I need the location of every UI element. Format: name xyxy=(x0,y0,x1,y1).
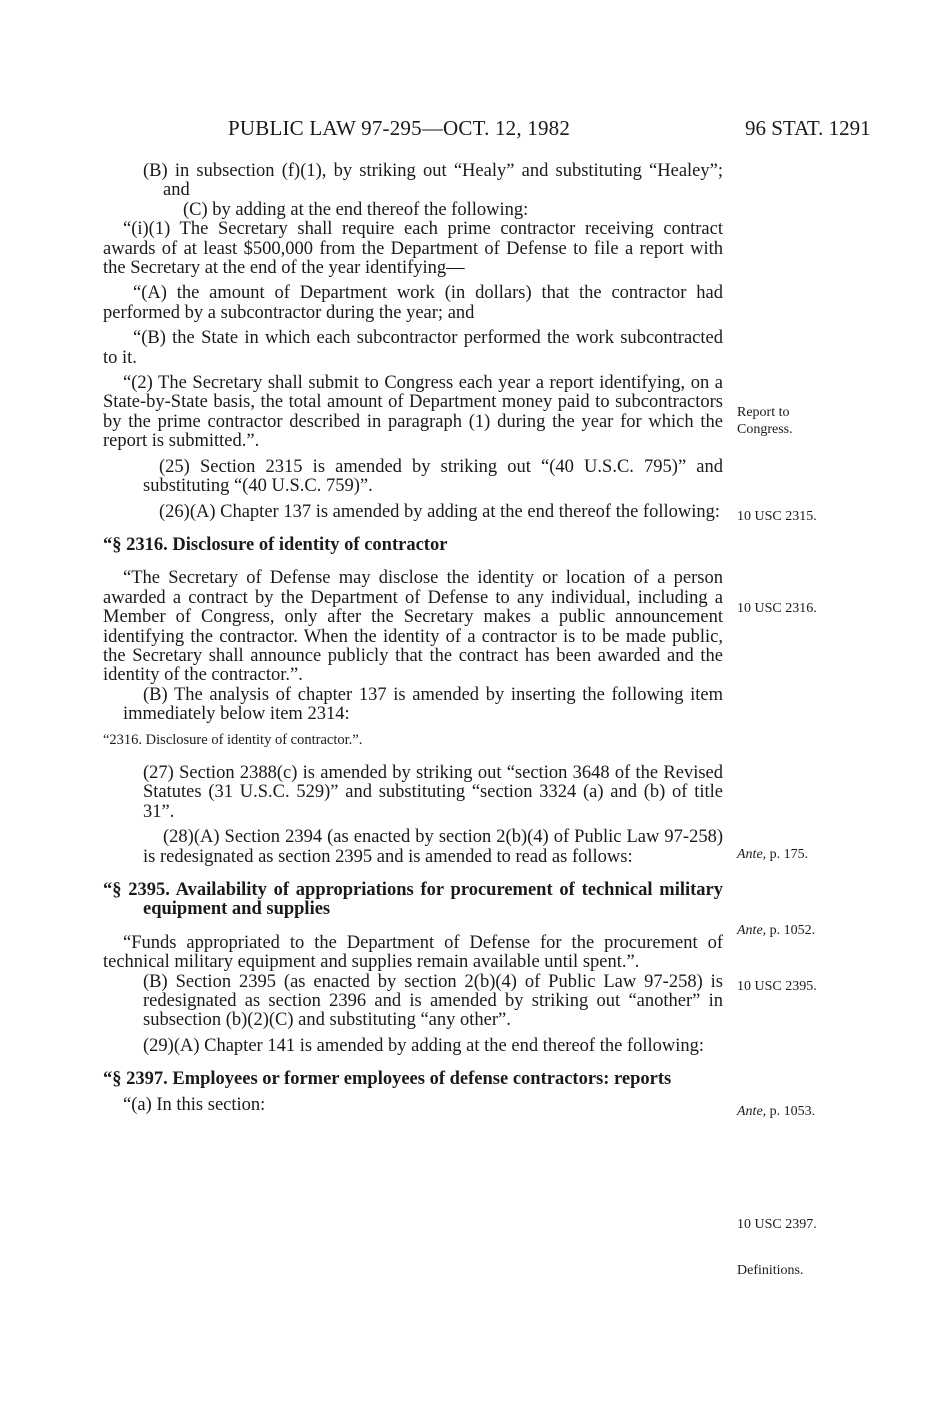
para-27: (27) Section 2388(c) is amended by striking out “section 3648 of the Revised Statutes (31 U.S.C. 529)” and substituting “section 3324 (a) and (b) of title 31”. xyxy=(143,762,723,822)
para-c1: (C) by adding at the end thereof the following: xyxy=(183,199,529,220)
page-header-stat: 96 STAT. 1291 xyxy=(745,116,871,140)
margin-note-ante-175 xyxy=(737,846,808,863)
section-2395-text: “Funds appropriated to the Department of Defense for the procurement of technical military equipment and supplies remain available until spent.”. xyxy=(103,932,723,973)
para-b1: (B) in subsection (f)(1), by striking out “Healy” and substituting “Healey”; and xyxy=(143,161,723,201)
ante-page: p. 1053. xyxy=(769,1104,816,1119)
para-i1: “(i)(1) The Secretary shall require each prime contractor receiving contract awards of at least $500,000 from the Department of Defense to file a report with the Secretary at the end of the year identifying— xyxy=(103,219,723,279)
margin-note-usc-2315: 10 USC 2315. xyxy=(737,509,817,524)
margin-note-usc-2316: 10 USC 2316. xyxy=(737,601,817,616)
margin-note-ante-1053 xyxy=(737,1103,815,1120)
margin-note-report: Report to Congress. xyxy=(737,405,793,437)
para-29: (29)(A) Chapter 141 is amended by adding at the end thereof the following: xyxy=(143,1035,705,1056)
para-iA: “(A) the amount of Department work (in dollars) that the contractor had performed by a subcontractor during the year; and xyxy=(103,283,723,323)
ante-page: p. 175. xyxy=(769,847,809,862)
para-28b: (B) Section 2395 (as enacted by section 2(b)(4) of Public Law 97-258) is redesignated as section 2396 and is amended by striking out “another” in subsection (b)(2)(C) and substituting “any other”. xyxy=(143,971,723,1031)
para-25: (25) Section 2315 is amended by striking out “(40 U.S.C. 795)” and substituting “(40 U.S.C. 759)”. xyxy=(143,456,723,497)
ante-label: Ante, xyxy=(737,923,767,938)
section-2397-a: “(a) In this section: xyxy=(123,1094,266,1115)
margin-note-ante-1052 xyxy=(737,922,815,939)
para-26b: (B) The analysis of chapter 137 is amended by inserting the following item immediately below item 2314: xyxy=(123,684,723,725)
section-2397-heading: “§ 2397. Employees or former employees of defense contractors: reports xyxy=(103,1069,672,1090)
para-iB: “(B) the State in which each subcontractor performed the work subcontracted to it. xyxy=(103,328,723,368)
ante-label: Ante, xyxy=(737,1104,767,1119)
margin-note-usc-2397: 10 USC 2397. xyxy=(737,1217,817,1232)
ante-label: Ante, xyxy=(737,847,767,862)
margin-note-usc-2395: 10 USC 2395. xyxy=(737,979,817,994)
section-2395-heading: “§ 2395. Availability of appropriations for procurement of technical military equipment and supplies xyxy=(103,880,723,920)
section-2316-text: “The Secretary of Defense may disclose the identity or location of a person awarded a contract by the Department of Defense to any individual, including a Member of Congress, only after the Secretary makes a public announcement identifying the contractor. When the identity of a contractor is to be made public, the Secretary shall announce publicly that the contract has been awarded and the identity of the contractor.”. xyxy=(103,568,723,686)
para-28: (28)(A) Section 2394 (as enacted by section 2(b)(4) of Public Law 97-258) is redesignated as section 2395 and is amended to read as follows: xyxy=(143,827,723,867)
section-2316-heading: “§ 2316. Disclosure of identity of contractor xyxy=(103,534,448,555)
para-i2: “(2) The Secretary shall submit to Congress each year a report identifying, on a State-by-State basis, the total amount of Department money paid to subcontractors by the prime contractor described in paragraph (1) during the year for which the report is submitted.”. xyxy=(103,373,723,452)
page-header-title: PUBLIC LAW 97-295—OCT. 12, 1982 xyxy=(228,116,571,140)
para-26: (26)(A) Chapter 137 is amended by adding at the end thereof the following: xyxy=(159,501,721,522)
statute-body xyxy=(103,162,723,1115)
item-2316: “2316. Disclosure of identity of contractor.”. xyxy=(103,731,363,748)
ante-page: p. 1052. xyxy=(769,923,816,938)
margin-note-definitions: Definitions. xyxy=(737,1263,804,1278)
